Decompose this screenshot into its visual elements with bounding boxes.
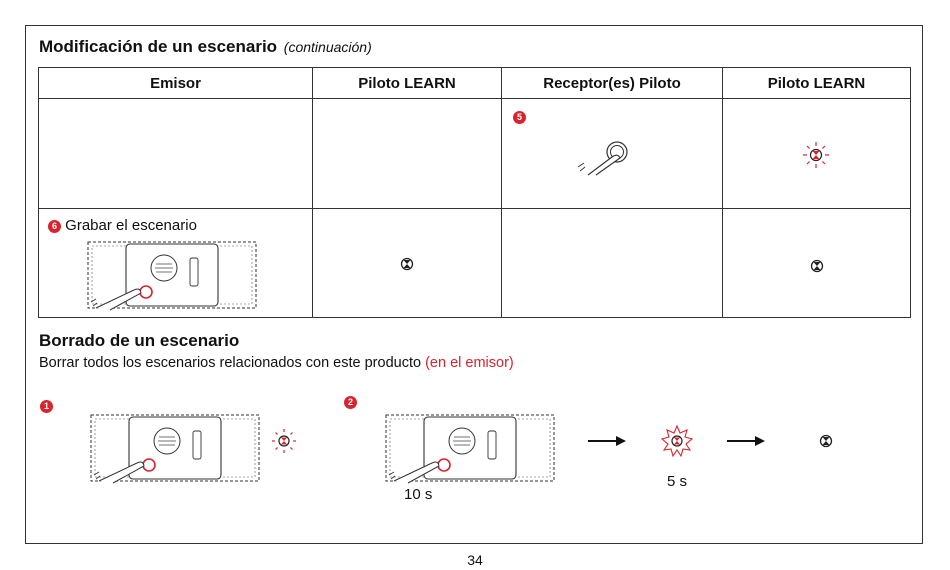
header-emisor: Emisor [39, 68, 313, 99]
led-on-icon [819, 434, 833, 448]
device-press-icon [86, 240, 258, 312]
cell-emisor-record [39, 209, 313, 318]
table-header-row [39, 68, 911, 99]
delete-description [39, 355, 514, 371]
page-number: 34 [467, 552, 483, 568]
section-title-delete: Borrado de un escenario [39, 331, 240, 350]
led-fast-blink-icon [660, 424, 694, 458]
led-blinking-icon [802, 141, 830, 169]
blink-duration: 5 s [667, 473, 688, 490]
step-badge-5: 5 [513, 111, 526, 124]
cell-learn-on-2 [723, 209, 911, 318]
header-piloto-learn-2: Piloto LEARN [723, 68, 911, 99]
arrow-right-icon [727, 434, 767, 448]
header-receptor-piloto: Receptor(es) Piloto [502, 68, 723, 99]
press-button-icon [568, 137, 638, 177]
step-badge-1: 1 [40, 400, 53, 413]
cell-piloto-empty [313, 99, 502, 209]
device-press-icon [89, 413, 261, 485]
cell-learn-blink [723, 99, 911, 209]
scenario-table [38, 67, 911, 318]
cell-learn-on [313, 209, 502, 318]
hold-duration: 10 s [404, 486, 433, 503]
section-title-text: Modificación de un escenario [39, 37, 278, 56]
table-row [39, 99, 911, 209]
delete-description-text: Borrar todos los escenarios relacionados con este producto [39, 355, 422, 371]
step-badge-6: 6 [48, 220, 61, 233]
delete-description-highlight: (en el emisor) [425, 355, 514, 371]
step-badge-2: 2 [344, 396, 357, 409]
device-press-icon [384, 413, 556, 485]
section-title-modification [39, 37, 372, 57]
section-subtitle: (continuación) [283, 39, 372, 55]
table-row [39, 209, 911, 318]
record-step-label [48, 217, 197, 234]
arrow-right-icon [588, 434, 628, 448]
header-piloto-learn: Piloto LEARN [313, 68, 502, 99]
led-on-icon [400, 257, 414, 271]
cell-receptor-press [502, 99, 723, 209]
led-on-icon [810, 259, 824, 273]
cell-emisor-empty [39, 99, 313, 209]
cell-receptor-empty [502, 209, 723, 318]
led-blinking-icon [271, 428, 297, 454]
record-scenario-text: Grabar el escenario [65, 217, 197, 234]
